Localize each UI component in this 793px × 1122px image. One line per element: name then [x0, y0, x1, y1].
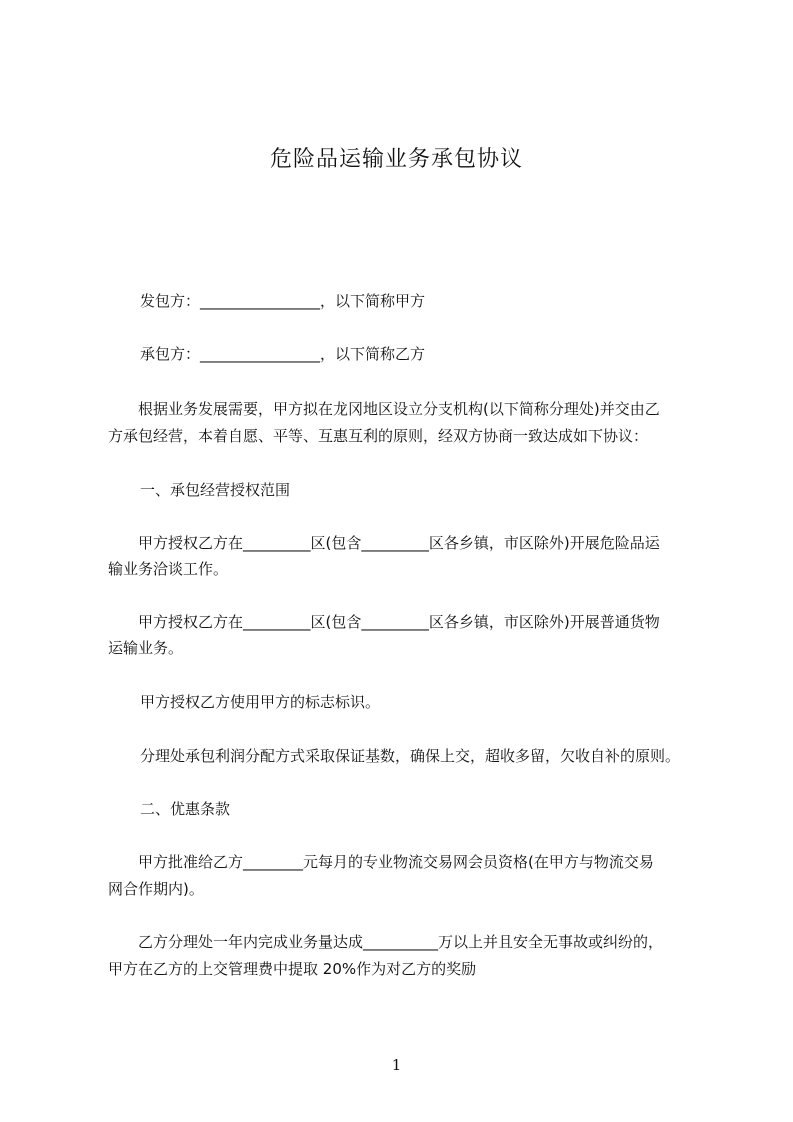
section1-p4: 分理处承包利润分配方式采取保证基数，确保上交，超收多留，欠收自补的原则。 [140, 747, 681, 765]
section2-p2-line-2: 甲方在乙方的上交管理费中提取 20%作为对乙方的奖励 [108, 960, 477, 978]
section1-p1-line-1: 甲方授权乙方在_________区(包含_________区各乡镇，市区除外)开展危险品运 [138, 534, 660, 552]
party-a-line: 发包方：________________，以下简称甲方 [140, 292, 426, 310]
section1-p1-line-2: 输业务洽谈工作。 [108, 560, 229, 578]
section2-p2-line-1: 乙方分理处一年内完成业务量达成__________万以上并且安全无事故或纠纷的， [138, 933, 664, 951]
section2-p1-line-2: 网合作期内)。 [108, 880, 204, 898]
document-title: 危险品运输业务承包协议 [269, 147, 523, 172]
section1-p2-line-2: 运输业务。 [108, 639, 184, 657]
party-b-line: 承包方：________________，以下简称乙方 [140, 345, 426, 363]
page-number: 1 [391, 1056, 402, 1074]
section1-p3: 甲方授权乙方使用甲方的标志标识。 [140, 693, 381, 711]
intro-line-1: 根据业务发展需要，甲方拟在龙冈地区设立分支机构(以下简称分理处)并交由乙 [138, 400, 660, 418]
section2-p1-line-1: 甲方批准给乙方________元每月的专业物流交易网会员资格(在甲方与物流交易 [138, 853, 654, 871]
section2-heading: 二、优惠条款 [140, 800, 231, 818]
intro-line-2: 方承包经营，本着自愿、平等、互惠互利的原则，经双方协商一致达成如下协议： [108, 427, 649, 445]
section1-p2-line-1: 甲方授权乙方在_________区(包含_________区各乡镇，市区除外)开展普通货物 [138, 613, 660, 631]
section1-heading: 一、承包经营授权范围 [140, 481, 291, 499]
